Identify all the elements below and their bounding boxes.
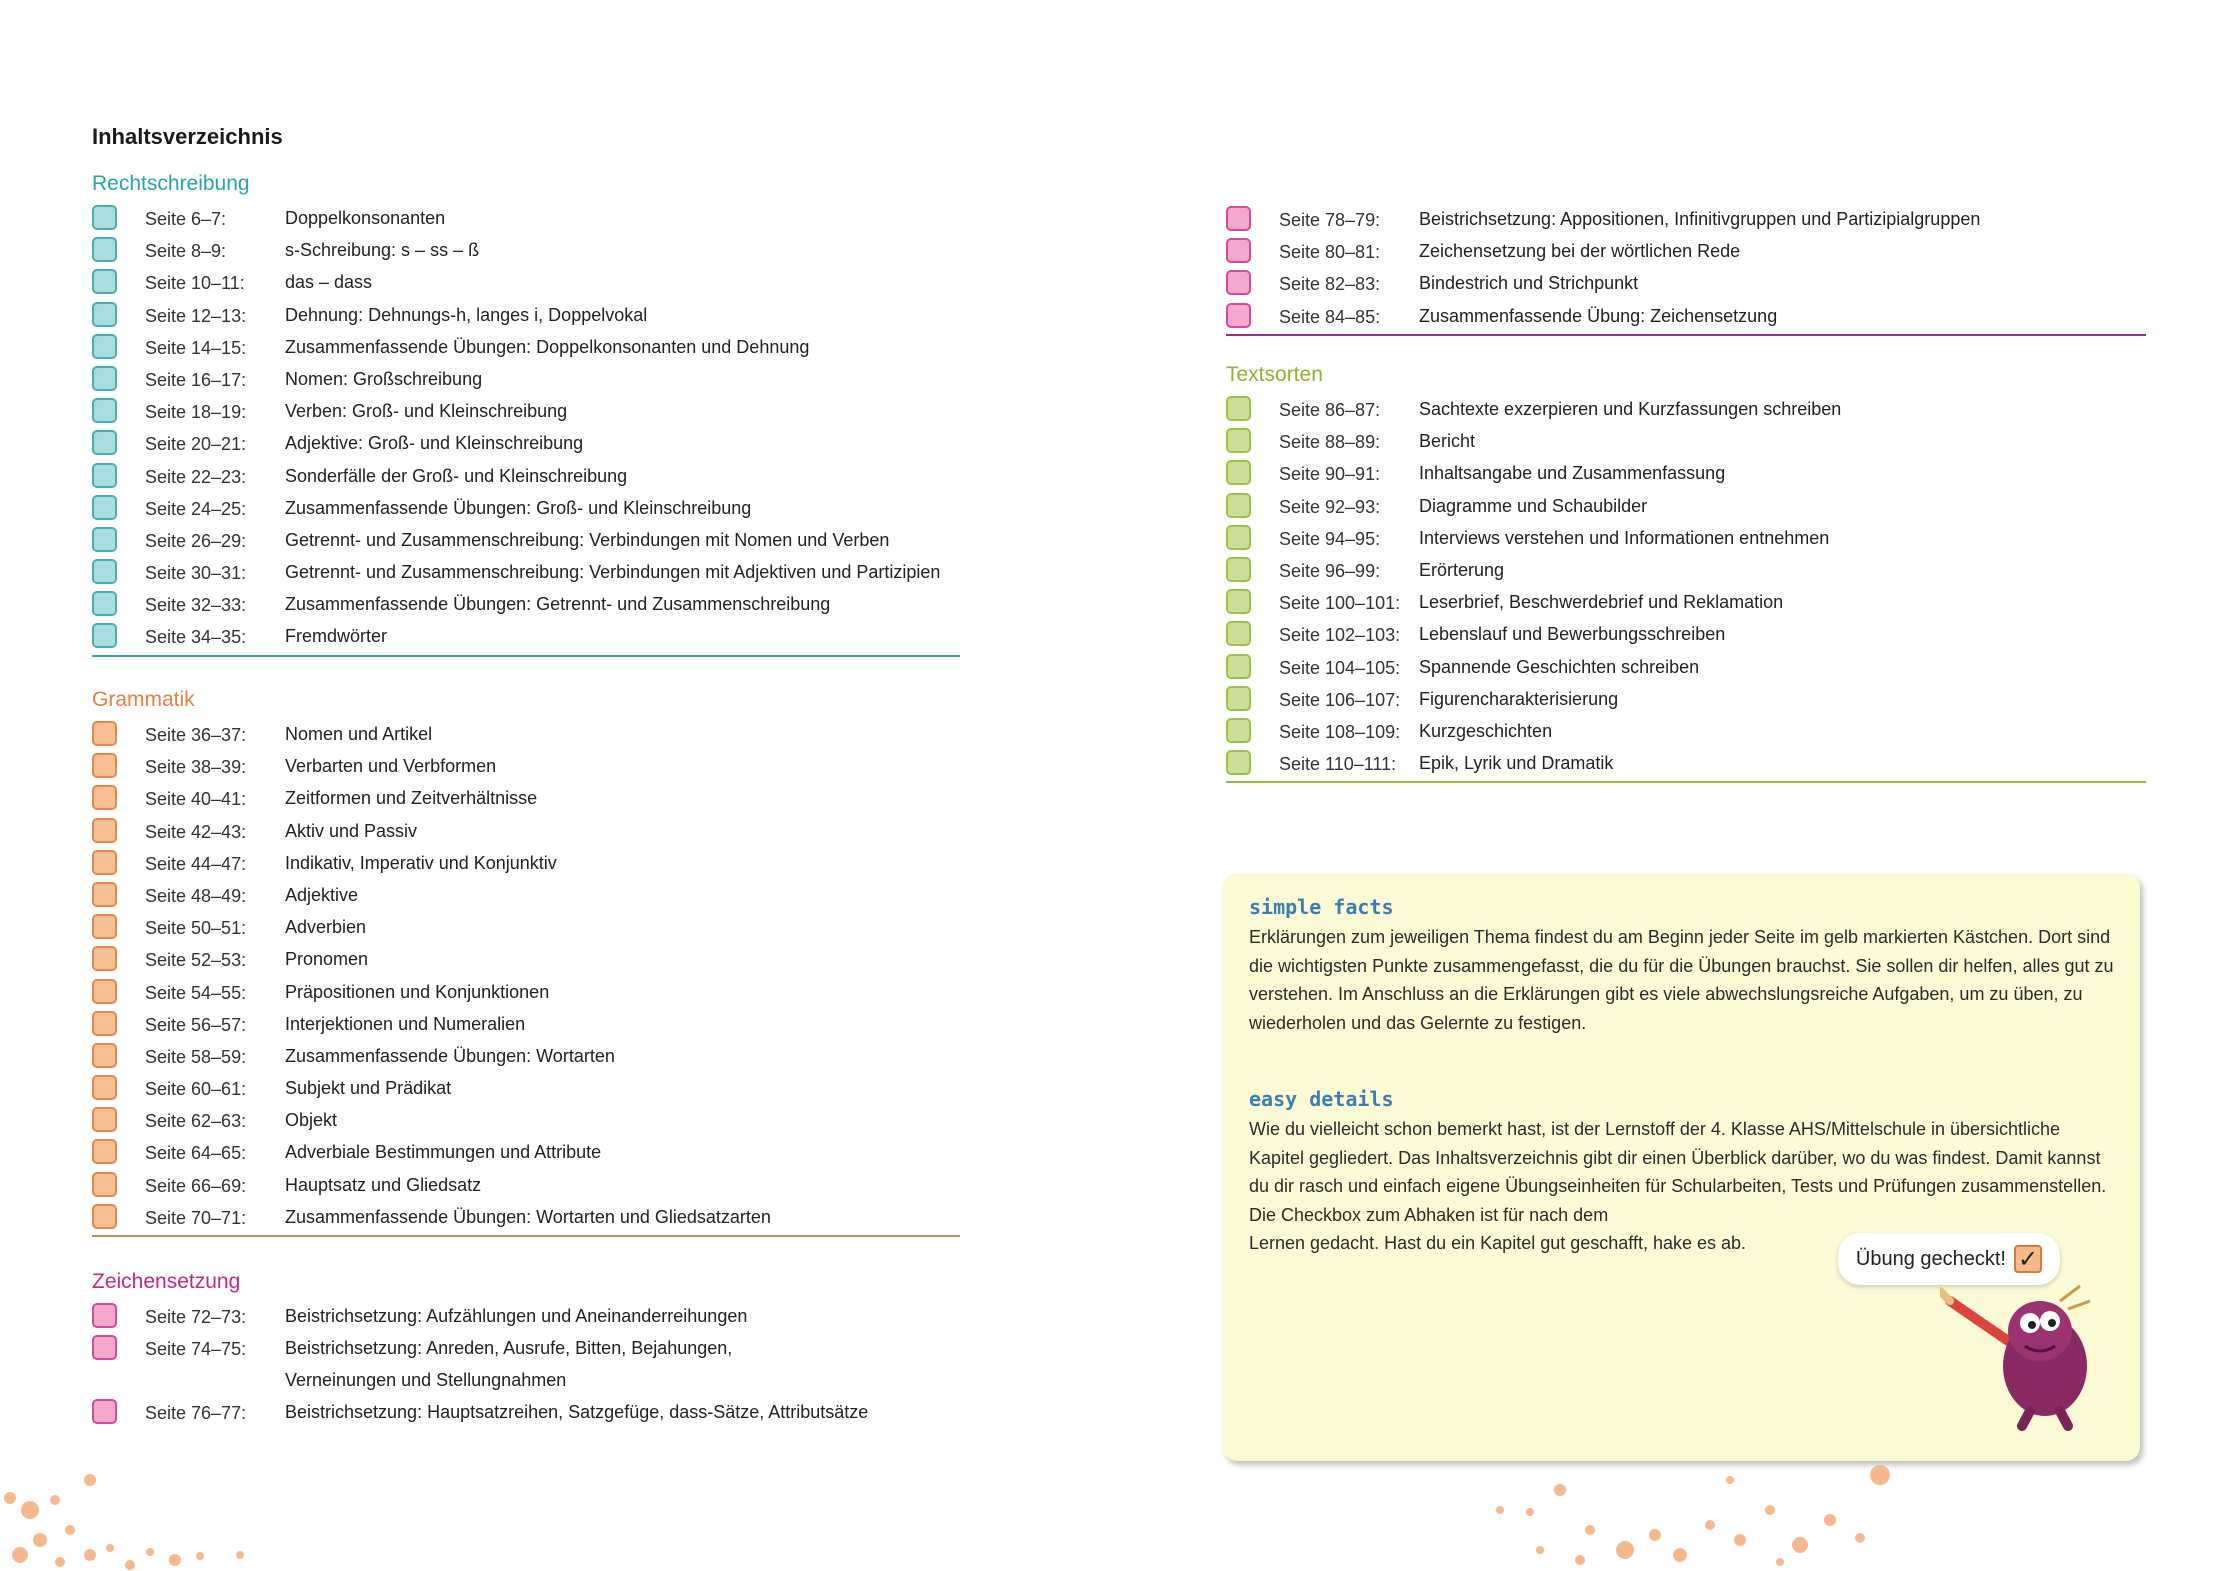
toc-row (1226, 618, 2146, 650)
topic-label: Subjekt und Prädikat (285, 1078, 452, 1099)
section-zeichensetzung-continued (1226, 203, 2146, 336)
checkbox-icon[interactable] (92, 334, 117, 359)
page-range: Seite 84–85: (1279, 306, 1381, 327)
checkbox-icon[interactable] (1226, 238, 1251, 263)
toc-row (92, 1136, 960, 1168)
toc-row (92, 1300, 960, 1332)
checkbox-icon[interactable] (1226, 206, 1251, 231)
toc-row (92, 1040, 960, 1072)
topic-label: Kurzgeschichten (1419, 720, 1553, 741)
toc-row (1226, 300, 2146, 332)
section-title: Zeichensetzung (92, 1270, 241, 1293)
page-range: Seite 58–59: (145, 1046, 247, 1067)
toc-row (92, 976, 960, 1008)
toc-row (92, 331, 960, 363)
page-range: Seite 44–47: (145, 853, 247, 874)
page-range: Seite 100–101: (1279, 593, 1401, 614)
topic-label: s-Schreibung: s – ss – ß (285, 240, 480, 261)
toc-row (92, 492, 960, 524)
checkbox-icon[interactable] (92, 979, 117, 1004)
toc-row (1226, 715, 2146, 747)
topic-label: Getrennt- und Zusammenschreibung: Verbindungen mit Adjektiven und Partizipien (285, 562, 941, 583)
toc-row (92, 943, 960, 975)
section-divider (92, 1235, 960, 1237)
toc-row (92, 524, 960, 556)
toc-row (1226, 425, 2146, 457)
topic-label: Zusammenfassende Übungen: Groß- und Kleinschreibung (285, 497, 752, 518)
topic-label: Beistrichsetzung: Hauptsatzreihen, Satzgefüge, dass-Sätze, Attributsätze (285, 1402, 869, 1423)
topic-label: Dehnung: Dehnungs-h, langes i, Doppelvokal (285, 304, 648, 325)
checkbox-icon[interactable] (1226, 493, 1251, 518)
topic-label: Objekt (285, 1110, 338, 1131)
topic-label: Bericht (1419, 431, 1476, 452)
page-range: Seite 38–39: (145, 757, 247, 778)
page-range: Seite 42–43: (145, 821, 247, 842)
topic-label: Leserbrief, Beschwerdebrief und Reklamation (1419, 592, 1784, 613)
checkbox-icon[interactable] (92, 1204, 117, 1229)
page-range: Seite 52–53: (145, 950, 247, 971)
page-range: Seite 94–95: (1279, 528, 1381, 549)
page-range: Seite 110–111: (1279, 754, 1397, 775)
page-range: Seite 82–83: (1279, 274, 1381, 295)
toc-row (1226, 393, 2146, 425)
checkbox-icon[interactable] (92, 559, 117, 584)
toc-row (92, 718, 960, 750)
checkbox-icon[interactable] (92, 495, 117, 520)
topic-label: Adjektive (285, 884, 359, 905)
checkbox-icon[interactable] (1226, 525, 1251, 550)
topic-label: Adjektive: Groß- und Kleinschreibung (285, 433, 584, 454)
topic-label: Verben: Groß- und Kleinschreibung (285, 401, 568, 422)
page-range: Seite 12–13: (145, 305, 247, 326)
page-range: Seite 20–21: (145, 434, 247, 455)
decorative-dots-left (0, 1470, 260, 1571)
page-range: Seite 102–103: (1279, 625, 1401, 646)
checkbox-icon[interactable] (1226, 396, 1251, 421)
topic-label: Nomen: Großschreibung (285, 368, 483, 389)
checkbox-icon[interactable] (92, 623, 117, 648)
decorative-dots-right (1480, 1450, 1900, 1571)
checkbox-icon[interactable] (92, 753, 117, 778)
page-range: Seite 86–87: (1279, 400, 1381, 420)
checkbox-icon[interactable] (1226, 589, 1251, 614)
toc-row (92, 299, 960, 331)
page-range: Seite 18–19: (145, 402, 247, 423)
topic-label: Indikativ, Imperativ und Konjunktiv (285, 852, 557, 873)
page-range: Seite 14–15: (145, 337, 247, 358)
page-range: Seite 74–75: (145, 1339, 247, 1360)
page-range: Seite 56–57: (145, 1014, 247, 1035)
easy-details-heading: easy details (1249, 1087, 1394, 1111)
page-range: Seite 10–11: (145, 273, 245, 294)
page-range: Seite 54–55: (145, 982, 247, 1003)
checkbox-icon[interactable] (92, 1075, 117, 1100)
page-range: Seite 92–93: (1279, 496, 1381, 517)
topic-label: Verbarten und Verbformen (285, 756, 497, 777)
page-range: Seite 62–63: (145, 1111, 247, 1132)
toc-row (92, 588, 960, 620)
page-range: Seite 64–65: (145, 1143, 247, 1164)
toc-row (1226, 203, 2146, 235)
page-range: Seite 34–35: (145, 627, 247, 648)
topic-label: Pronomen (285, 949, 369, 970)
checkbox-icon[interactable] (92, 1139, 117, 1164)
toc-row (92, 620, 960, 652)
topic-label: Getrennt- und Zusammenschreibung: Verbindungen mit Nomen und Verben (285, 529, 890, 550)
page-range: Seite 106–107: (1279, 689, 1401, 710)
topic-label: Bindestrich und Strichpunkt (1419, 273, 1639, 294)
topic-label: das – dass (285, 272, 373, 293)
checkbox-icon[interactable] (92, 1043, 117, 1068)
section-title: Textsorten (1226, 363, 1323, 386)
toc-row (92, 202, 960, 234)
page-range: Seite 24–25: (145, 498, 247, 519)
toc-row (92, 1201, 960, 1233)
checkbox-icon[interactable] (92, 1303, 117, 1328)
page-range: Seite 50–51: (145, 918, 247, 939)
topic-label: Zeichensetzung bei der wörtlichen Rede (1419, 241, 1741, 262)
topic-label: Interjektionen und Numeralien (285, 1013, 526, 1034)
toc-row (1226, 522, 2146, 554)
page-range: Seite 104–105: (1279, 657, 1401, 678)
page-range: Seite 40–41: (145, 789, 247, 810)
toc-row (92, 1332, 960, 1396)
section-zeichensetzung (92, 1268, 960, 1428)
toc-row (1226, 457, 2146, 489)
checkbox-icon[interactable] (92, 463, 117, 488)
info-box (1223, 873, 2140, 1461)
topic-label: Sonderfälle der Groß- und Kleinschreibung (285, 465, 628, 486)
page-range: Seite 72–73: (145, 1307, 247, 1327)
toc-row (92, 1396, 960, 1428)
checkbox-icon[interactable] (1226, 686, 1251, 711)
page-range: Seite 6–7: (145, 209, 227, 229)
page-range: Seite 80–81: (1279, 242, 1381, 263)
checkbox-icon[interactable] (92, 1011, 117, 1036)
toc-row (92, 363, 960, 395)
toc-row (92, 556, 960, 588)
topic-label: Zeitformen und Zeitverhältnisse (285, 788, 538, 809)
toc-row (92, 879, 960, 911)
checkbox-icon[interactable] (92, 1172, 117, 1197)
topic-label: Diagramme und Schaubilder (1419, 495, 1648, 516)
checkbox-icon[interactable] (92, 914, 117, 939)
topic-label: Sachtexte exzerpieren und Kurzfassungen schreiben (1419, 399, 1842, 419)
toc-row (1226, 554, 2146, 586)
page-title: Inhaltsverzeichnis (92, 124, 283, 149)
topic-label: Figurencharakterisierung (1419, 688, 1619, 709)
checkbox-icon[interactable] (92, 205, 117, 230)
page-range: Seite 60–61: (145, 1079, 247, 1100)
page-range: Seite 70–71: (145, 1207, 247, 1228)
checkbox-icon[interactable] (92, 946, 117, 971)
checkbox-icon[interactable] (92, 430, 117, 455)
page-range: Seite 76–77: (145, 1403, 247, 1424)
section-textsorten (1226, 361, 2146, 783)
toc-row (92, 815, 960, 847)
topic-label: Interviews verstehen und Informationen entnehmen (1419, 527, 1830, 548)
topic-label: Adverbiale Bestimmungen und Attribute (285, 1142, 602, 1163)
topic-label: Inhaltsangabe und Zusammenfassung (1419, 463, 1726, 484)
easy-details-text: Wie du vielleicht schon bemerkt hast, ist der Lernstoff der 4. Klasse AHS/Mittelschule in übersichtliche Kapitel gegliedert. Das Inhaltsverzeichnis gibt dir einen Überblick darüber, wo du was findest. Damit kannst du dir rasch und einfach eigene Übungseinheiten für Schularbeiten, Tests und Prüfungen zusammenstellen. Die Checkbox zum Abhaken ist für nach dem Lernen gedacht. Hast du ein Kapitel gut geschafft, hake es ab. (1249, 1119, 2107, 1253)
section-grammatik (92, 686, 960, 1237)
page-range: Seite 90–91: (1279, 464, 1381, 485)
topic-label: Fremdwörter (285, 626, 388, 647)
topic-label: Zusammenfassende Übungen: Getrennt- und Zusammenschreibung (285, 594, 831, 615)
topic-label: Nomen und Artikel (285, 724, 433, 744)
checkbox-icon[interactable] (92, 1335, 117, 1360)
page-range: Seite 16–17: (145, 369, 247, 390)
page-range: Seite 96–99: (1279, 560, 1381, 581)
checkbox-icon[interactable] (92, 1399, 117, 1424)
simple-facts-heading: simple facts (1249, 895, 1394, 919)
topic-label: Zusammenfassende Übung: Zeichensetzung (1419, 305, 1778, 326)
page-range: Seite 66–69: (145, 1175, 247, 1196)
toc-row (92, 911, 960, 943)
topic-label: Lebenslauf und Bewerbungsschreiben (1419, 624, 1726, 645)
checkbox-icon[interactable] (1226, 303, 1251, 328)
toc-row (1226, 651, 2146, 683)
checkbox-icon[interactable] (92, 398, 117, 423)
topic-label: Zusammenfassende Übungen: Wortarten und Gliedsatzarten (285, 1206, 771, 1227)
toc-row (92, 266, 960, 298)
topic-label: Zusammenfassende Übungen: Doppelkonsonanten und Dehnung (285, 336, 810, 357)
page-range: Seite 88–89: (1279, 432, 1381, 453)
simple-facts-text: Erklärungen zum jeweiligen Thema findest du am Beginn jeder Seite im gelb markierten Kästchen. Dort sind die wichtigsten Punkte zusammengefasst, die du für die Übungen brauchst. Sie sollen dir helfen, alles gut zu verstehen. Im Anschluss an die Erklärungen gibt es viele abwechslungsreiche Aufgaben, um zu üben, zu wiederholen und das Gelernte zu festigen. (1249, 927, 2114, 1033)
checkbox-icon[interactable] (92, 882, 117, 907)
toc-row (92, 427, 960, 459)
toc-row (92, 1169, 960, 1201)
page-range: Seite 30–31: (145, 563, 247, 584)
topic-label: Beistrichsetzung: Anreden, Ausrufe, Bitten, Bejahungen, Verneinungen und Stellungnahmen (285, 1338, 733, 1391)
topic-label: Aktiv und Passiv (285, 820, 418, 841)
bubble-text: Übung gecheckt! (1855, 1247, 2006, 1270)
topic-label: Spannende Geschichten schreiben (1419, 656, 1700, 677)
section-divider (92, 655, 960, 657)
section-divider (1226, 334, 2146, 336)
page-range: Seite 26–29: (145, 530, 247, 551)
checkbox-icon[interactable] (1226, 270, 1251, 295)
checkbox-icon[interactable] (92, 237, 117, 262)
checkbox-icon[interactable] (1226, 460, 1251, 485)
checkbox-icon[interactable] (92, 527, 117, 552)
toc-row (92, 847, 960, 879)
checkbox-icon[interactable] (92, 269, 117, 294)
toc-row (1226, 586, 2146, 618)
toc-row (92, 1072, 960, 1104)
toc-row (1226, 235, 2146, 267)
section-title: Rechtschreibung (92, 172, 250, 195)
page-range: Seite 48–49: (145, 885, 247, 906)
topic-label: Präpositionen und Konjunktionen (285, 981, 550, 1002)
toc-row (92, 782, 960, 814)
checkbox-icon[interactable] (92, 721, 117, 746)
checkbox-icon[interactable] (92, 366, 117, 391)
toc-row (1226, 747, 2146, 779)
checkbox-icon[interactable] (1226, 654, 1251, 679)
checkbox-icon[interactable] (1226, 718, 1251, 743)
checkbox-icon[interactable] (92, 850, 117, 875)
section-title: Grammatik (92, 688, 195, 711)
checkbox-icon[interactable] (92, 1107, 117, 1132)
toc-row (1226, 267, 2146, 299)
topic-label: Adverbien (285, 917, 367, 938)
topic-label: Hauptsatz und Gliedsatz (285, 1174, 482, 1195)
checkbox-icon[interactable] (92, 302, 117, 327)
toc-row (92, 460, 960, 492)
checkbox-icon[interactable] (1226, 557, 1251, 582)
checkbox-icon[interactable] (1226, 621, 1251, 646)
page-range: Seite 22–23: (145, 466, 247, 487)
page-range: Seite 108–109: (1279, 721, 1401, 742)
toc-row (92, 395, 960, 427)
checkbox-icon[interactable] (1226, 750, 1251, 775)
mascot-illustration (1940, 1261, 2110, 1431)
page-range: Seite 32–33: (145, 595, 247, 616)
page-range: Seite 78–79: (1279, 210, 1381, 230)
checkbox-icon[interactable] (92, 785, 117, 810)
checkbox-icon[interactable] (92, 591, 117, 616)
toc-row (92, 1008, 960, 1040)
topic-label: Beistrichsetzung: Appositionen, Infinitivgruppen und Partizipialgruppen (1419, 209, 1981, 229)
page-range: Seite 36–37: (145, 725, 247, 745)
topic-label: Epik, Lyrik und Dramatik (1419, 753, 1614, 774)
checkmark-icon: ✓ (2014, 1245, 2042, 1273)
toc-row (92, 750, 960, 782)
toc-row (92, 234, 960, 266)
toc-row (1226, 683, 2146, 715)
topic-label: Beistrichsetzung: Aufzählungen und Aneinanderreihungen (285, 1306, 748, 1326)
toc-row (1226, 490, 2146, 522)
checkbox-icon[interactable] (1226, 428, 1251, 453)
topic-label: Zusammenfassende Übungen: Wortarten (285, 1045, 615, 1066)
topic-label: Erörterung (1419, 559, 1505, 580)
section-divider (1226, 781, 2146, 783)
checkbox-icon[interactable] (92, 818, 117, 843)
page-range: Seite 8–9: (145, 241, 227, 262)
section-rechtschreibung (92, 170, 960, 657)
toc-row (92, 1104, 960, 1136)
topic-label: Doppelkonsonanten (285, 208, 446, 228)
